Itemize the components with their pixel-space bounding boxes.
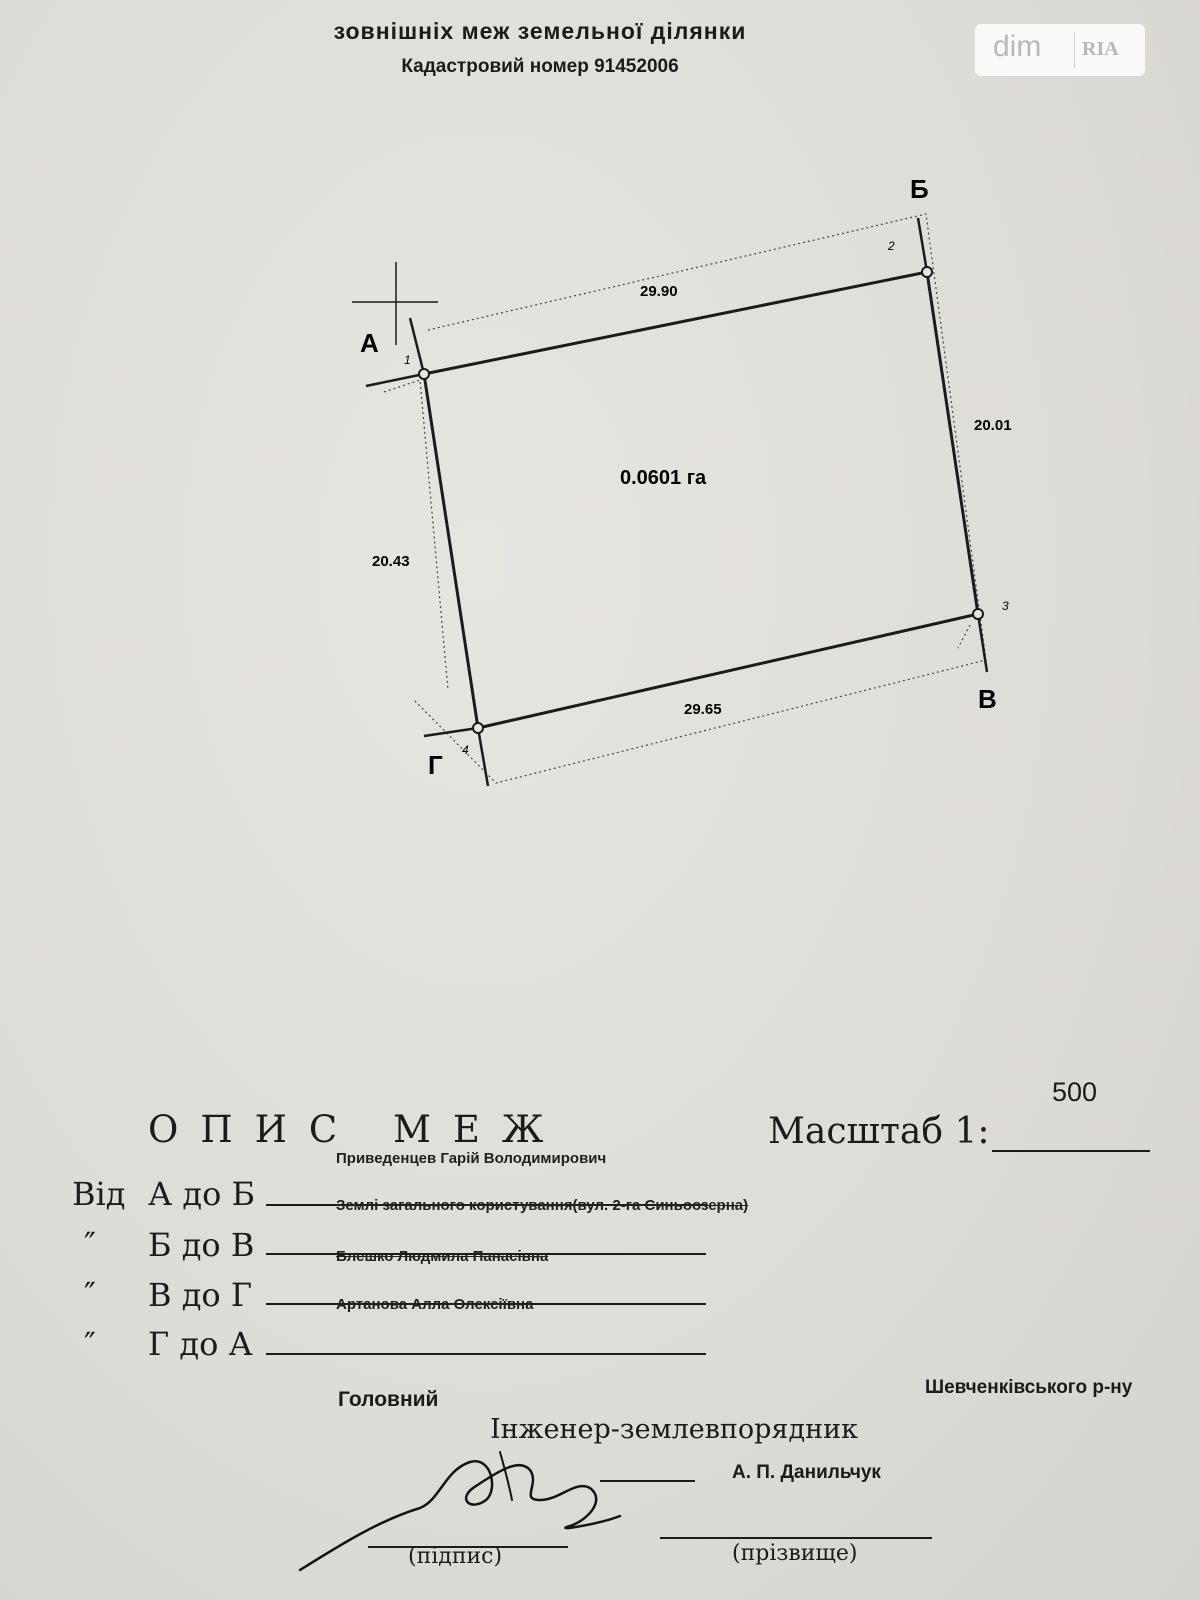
corner-label-a: А [360,328,379,358]
corner-label-v: В [978,684,997,714]
row-label-bv: Б до В [148,1226,255,1264]
corner-a-tick [410,318,424,374]
neighbor-bv: Землі загального користування(вул. 2-га Синьоозерна) [336,1197,749,1214]
vertex-number-2: 2 [888,239,895,253]
parcel-buffer-outline [414,214,986,783]
row-label-ab: А до Б [148,1175,256,1213]
side-length-ga: 20.43 [372,553,410,570]
row-label-ga: Г до А [148,1325,253,1363]
side-length-vg: 29.65 [684,701,722,718]
cadastral-number: Кадастровий номер 91452006 [401,56,679,77]
corner-g-tick-south [478,728,488,786]
role-main: Головний [338,1388,439,1411]
parcel-buffer-outline-west [384,380,448,690]
scale-value: 500 [1052,1077,1098,1107]
watermark-dim: dim [993,30,1042,63]
row-prefix-4: ″ [84,1325,96,1363]
row-prefix-3: ″ [84,1275,96,1313]
side-length-bv: 20.01 [974,417,1012,434]
row-line-ga [266,1353,706,1355]
district: Шевченківського р-ну [925,1377,1133,1398]
vertex-4 [473,723,483,733]
parcel-buffer-notch [958,625,970,648]
engineer-title: Інженер-землевпорядник [490,1414,858,1445]
corner-label-b: Б [910,174,929,204]
neighbor-ab: Приведенцев Гарій Володимирович [336,1150,607,1167]
parcel-area: 0.0601 га [620,467,707,489]
vertex-number-1: 1 [404,353,411,367]
row-label-vg: В до Г [148,1276,253,1314]
corner-g-tick [424,728,478,736]
vertex-number-3: 3 [1002,599,1009,613]
corner-v-tick [978,614,987,672]
row-prefix-2: ″ [84,1225,96,1263]
row-prefix-1: Від [72,1175,126,1213]
side-length-ab: 29.90 [640,283,678,300]
boundary-description-title: ОПИС МЕЖ [148,1108,566,1151]
signature-caption: (підпис) [408,1544,503,1569]
parcel-boundary [424,272,978,728]
engineer-name: А. П. Данильчук [732,1462,881,1483]
signature-name-line [600,1480,695,1482]
scale-label: Масштаб 1: [768,1111,990,1152]
vertex-number-4: 4 [462,743,469,757]
vertex-2 [922,267,932,277]
surname-caption: (прізвище) [732,1541,858,1566]
document-title: зовнішніх меж земельної ділянки [333,18,747,44]
neighbor-vg: Блешко Людмила Панасівна [336,1248,549,1265]
signature-stroke [500,1452,512,1500]
neighbor-ga: Артанова Алла Олексіївна [336,1296,534,1313]
surname-line [660,1537,932,1539]
vertex-1 [419,369,429,379]
corner-label-g: Г [428,750,443,780]
scale-underline [992,1150,1150,1152]
watermark-ria: RIA [1082,38,1119,60]
corner-a-tick-west [366,374,424,386]
corner-b-tick [918,218,927,272]
vertex-3 [973,609,983,619]
